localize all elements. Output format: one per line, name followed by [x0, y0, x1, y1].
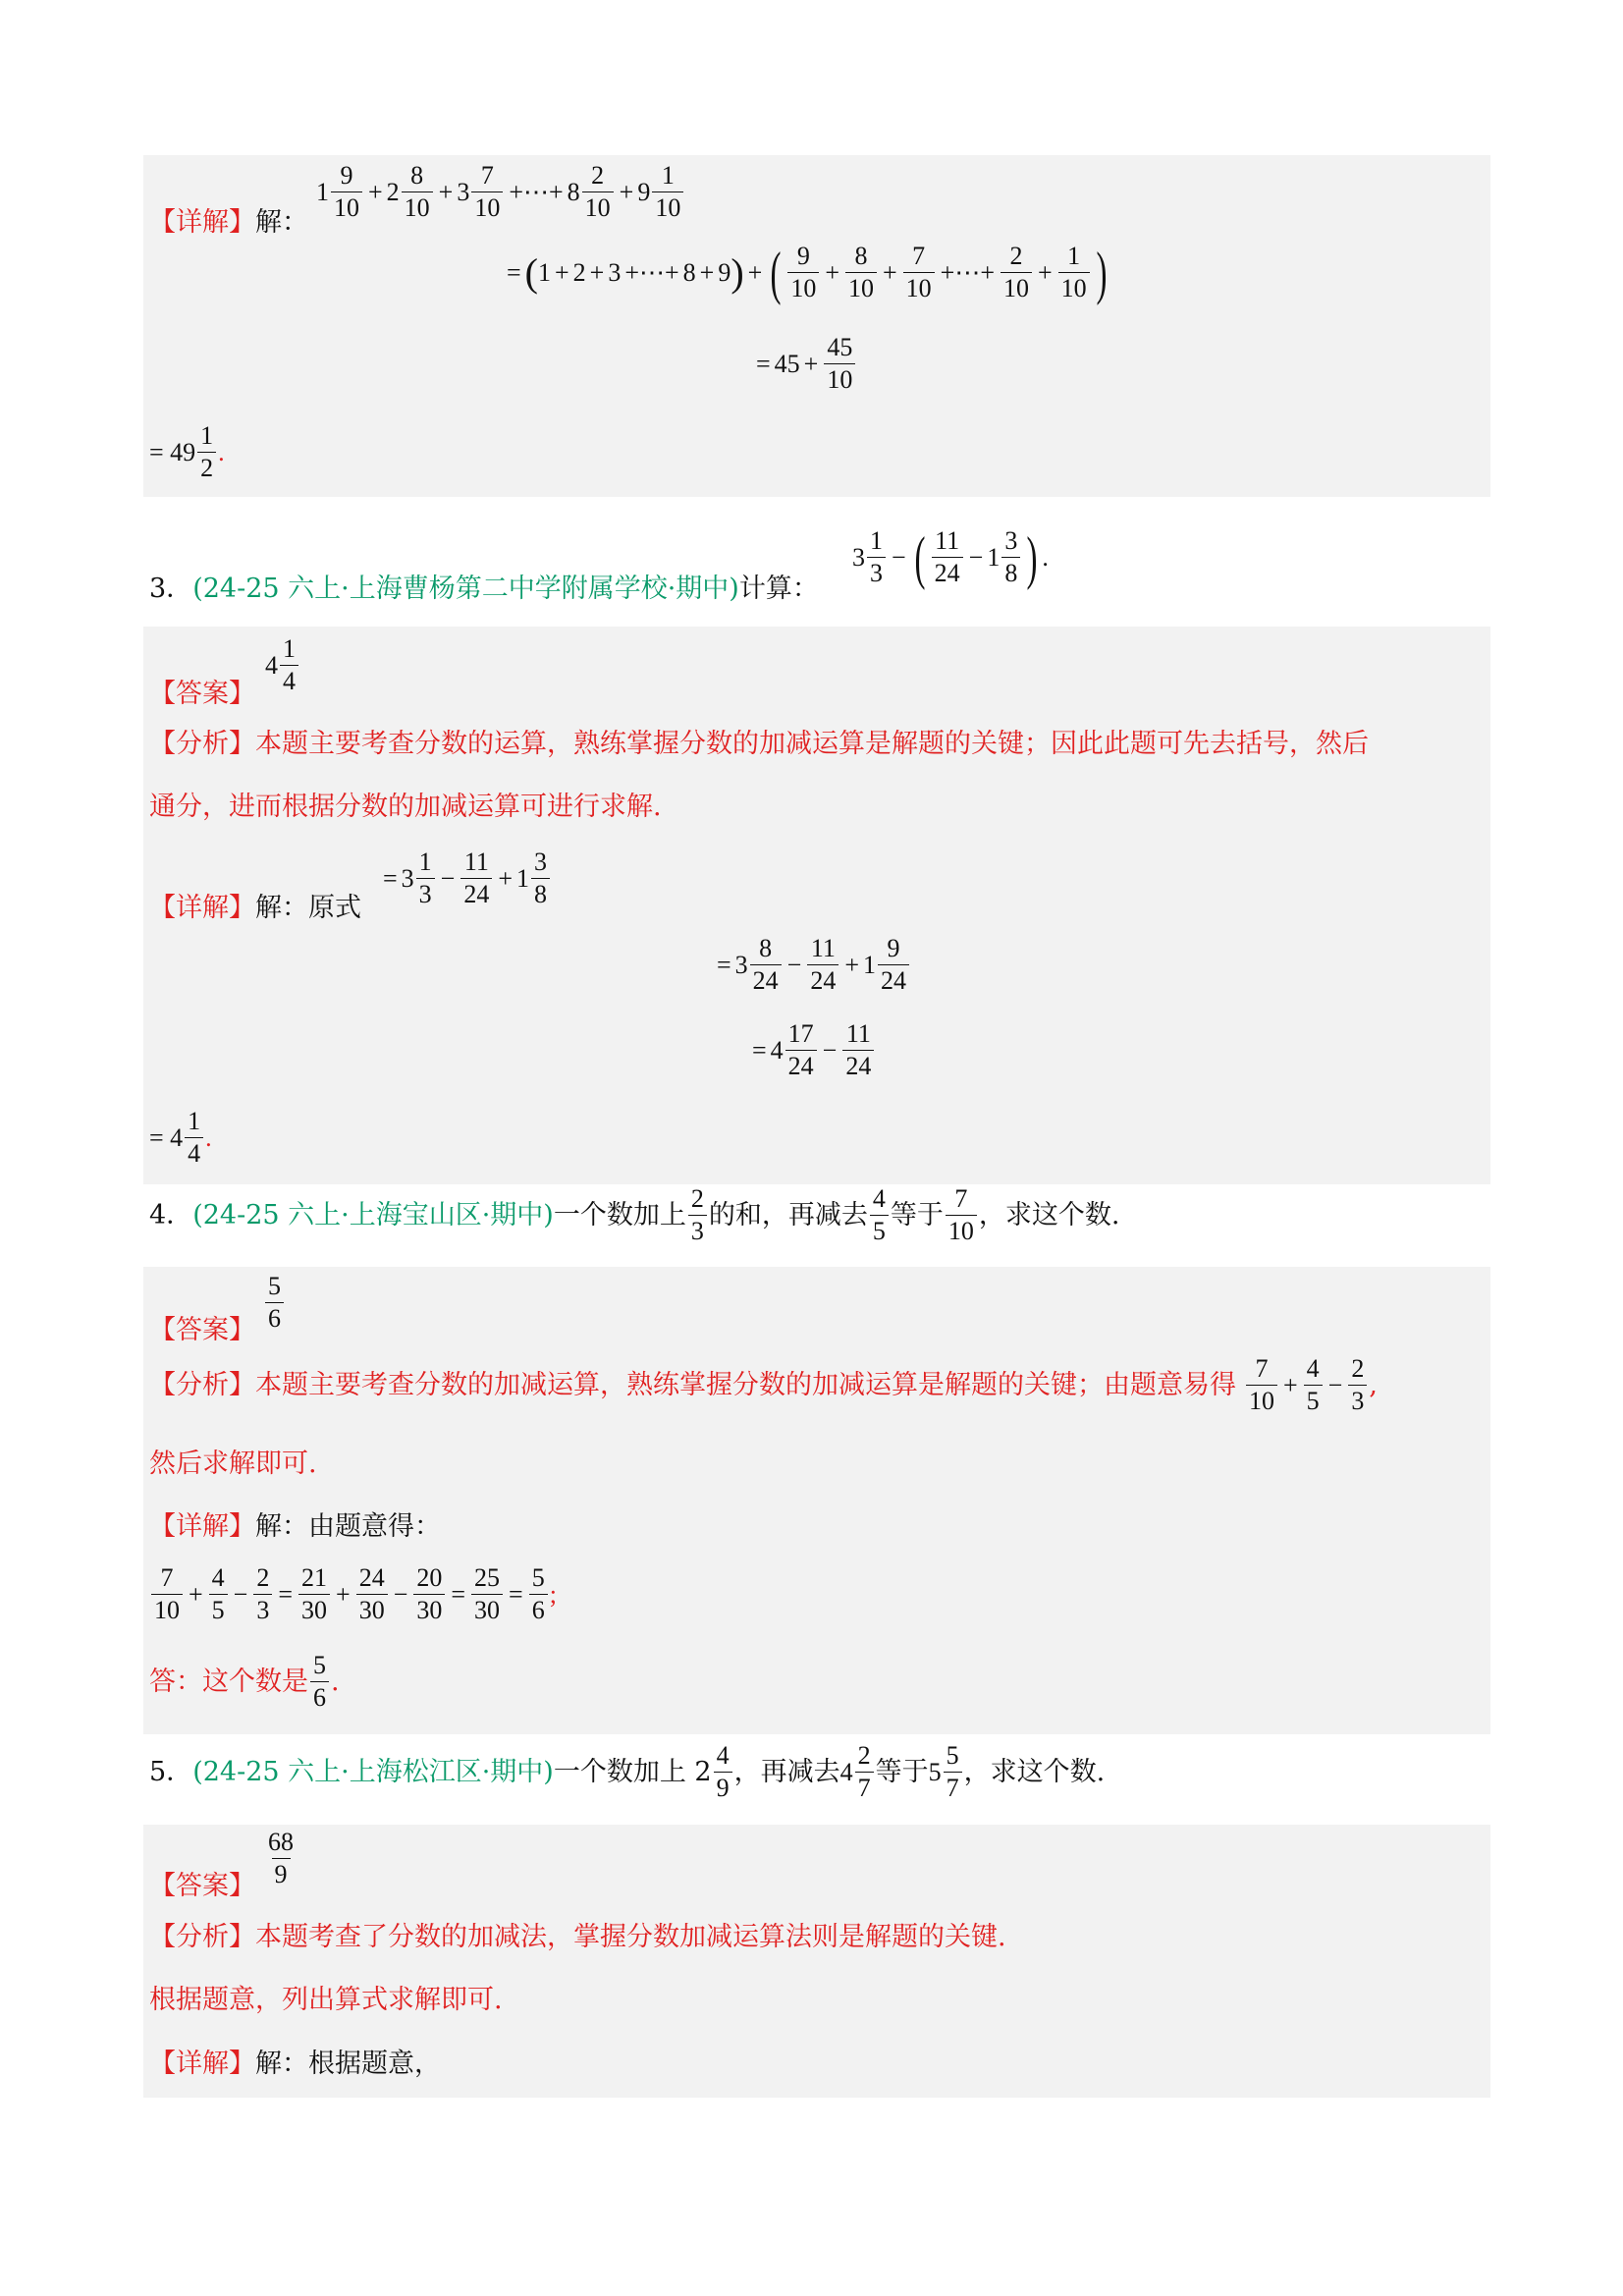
q4-analysis-line-2: 然后求解即可.	[149, 1449, 317, 1479]
detail-label: 【详解】	[149, 1511, 255, 1542]
detail-label: 【详解】	[149, 207, 255, 238]
q4-answer-label	[149, 1314, 255, 1347]
q3-final-result: = 4 1 4 .	[149, 1107, 212, 1168]
q5-text-2: ，再减去	[733, 1756, 840, 1787]
q4-text-4: ，求这个数.	[978, 1199, 1120, 1230]
q4-source: (24-25 六上·上海宝山区·期中)	[192, 1199, 554, 1230]
q3-detail-line	[149, 892, 361, 925]
q5-text-4: ，求这个数.	[963, 1756, 1106, 1787]
q5-text-3: 等于	[875, 1756, 929, 1787]
q5-number: 5．	[149, 1756, 193, 1787]
final-result-q2: = 49 1 2 .	[149, 421, 225, 482]
q5-analysis-line-2: 根据题意，列出算式求解即可.	[149, 1985, 503, 2015]
q4-answer-value: 5 6	[263, 1271, 286, 1335]
expr-line-1: 1 9 10 + 2 $\frac{8}{10}$ + 3 $\frac{7}{10}$ +⋯+ 8 $\frac{2}{10}$ + 9 $\frac{1}{10}$	[316, 160, 685, 224]
q3-step-3: = 4 $\frac{17}{24}$ − $\frac{11}{24}$	[748, 1018, 876, 1082]
q4-text-3: 等于	[890, 1199, 944, 1230]
analysis-label: 【分析】	[149, 729, 255, 759]
q4-conclusion: 答：这个数是 5 6 .	[149, 1651, 340, 1712]
q5-text-1: 一个数加上 2	[553, 1756, 712, 1787]
q5-jie: 解：根据题意，	[255, 2049, 441, 2079]
q3-jie: 解：原式	[255, 893, 361, 923]
detail-label: 【详解】	[149, 2049, 255, 2079]
q3-analysis-line-1	[149, 728, 1369, 761]
question-4: 4． (24-25 六上·上海宝山区·期中) 一个数加上 2 3 的和，再减去 4 5 等于 7 10 ，求这个数.	[149, 1184, 1120, 1245]
answer-label: 【答案】	[149, 679, 255, 709]
q5-answer-value: 68 9	[268, 1828, 294, 1888]
q4-analysis-text: 本题主要考查分数的加减运算，熟练掌握分数的加减运算是解题的关键；由题意易得	[255, 1369, 1236, 1400]
q4-text-2: 的和，再减去	[708, 1199, 868, 1230]
q3-answer-label	[149, 678, 255, 711]
q4-analysis-line-1: 【分析】 本题主要考查分数的加减运算，熟练掌握分数的加减运算是解题的关键；由题意易得 7 10 + $\frac{4}{5}$ − $\frac{2}{3}$ ,	[149, 1354, 1378, 1415]
q4-jie: 解：由题意得：	[255, 1511, 441, 1542]
q4-detail-line	[149, 1510, 441, 1544]
q4-number: 4．	[149, 1199, 193, 1230]
analysis-label: 【分析】	[149, 1922, 255, 1952]
q4-calculation: 7 10 + $\frac{4}{5}$ − $\frac{2}{3}$ = $\frac{21}{30}$ + $\frac{24}{30}$ − $\frac{20}{30}$ = $\frac{25}{30}$ = $\frac{5}{6}$ ;	[149, 1562, 557, 1626]
q3-ask: 计算：	[738, 574, 819, 604]
detail-line	[149, 206, 308, 240]
q5-analysis-line-1	[149, 1921, 1006, 1954]
q3-analysis-line-2: 通分，进而根据分数的加减运算可进行求解.	[149, 792, 662, 822]
answer-label: 【答案】	[149, 1871, 255, 1901]
q3-number: 3．	[149, 574, 193, 604]
analysis-label: 【分析】	[149, 1369, 255, 1400]
answer-label: 【答案】	[149, 1315, 255, 1345]
expr-line-3: = 45 + $\frac{45}{10}$	[752, 332, 857, 396]
question-3	[149, 573, 819, 606]
q4-text-1: 一个数加上	[553, 1199, 686, 1230]
q3-answer-value: 4 1 4	[265, 633, 300, 697]
q3-step-2: = 3 $\frac{8}{24}$ − $\frac{11}{24}$ + 1 $\frac{9}{24}$	[713, 933, 911, 997]
q3-expression: 3 1 3 − ( 11 24 − 1 $\frac{3}{8}$ ) .	[852, 524, 1049, 590]
q5-answer-label	[149, 1870, 255, 1903]
q5-detail-line	[149, 2048, 441, 2081]
q3-analysis-text: 本题主要考查分数的运算，熟练掌握分数的加减运算是解题的关键；因此此题可先去括号，然后	[255, 729, 1369, 759]
question-5: 5． (24-25 六上·上海松江区·期中) 一个数加上 2 4 9 ，再减去 4 2 7 等于 5 5 7 ，求这个数.	[149, 1741, 1106, 1802]
q3-source: (24-25 六上·上海曹杨第二中学附属学校·期中)	[192, 574, 739, 604]
q5-source: (24-25 六上·上海松江区·期中)	[192, 1756, 554, 1787]
q5-analysis-text: 本题考查了分数的加减法，掌握分数加减运算法则是解题的关键.	[255, 1922, 1006, 1952]
solution-block-q4	[143, 1267, 1490, 1734]
q4-da: 答：这个数是	[149, 1666, 308, 1697]
detail-jie: 解：	[255, 207, 308, 238]
q3-final-eq: = 4	[149, 1122, 184, 1152]
final-eq: = 49	[149, 437, 196, 466]
detail-label: 【详解】	[149, 893, 255, 923]
expr-line-2: = ( 1 + 2 + 3 +⋯+ 8 + 9 ) + ( 9 10 + $\frac{8}{10}$ + $\frac{7}{10}$ +⋯+ $\frac{2}{10}$ + $\frac{1}{10}$ )	[507, 240, 1108, 305]
q3-step-1: = 3 $\frac{1}{3}$ − $\frac{11}{24}$ + 1 $\frac{3}{8}$	[379, 847, 552, 910]
